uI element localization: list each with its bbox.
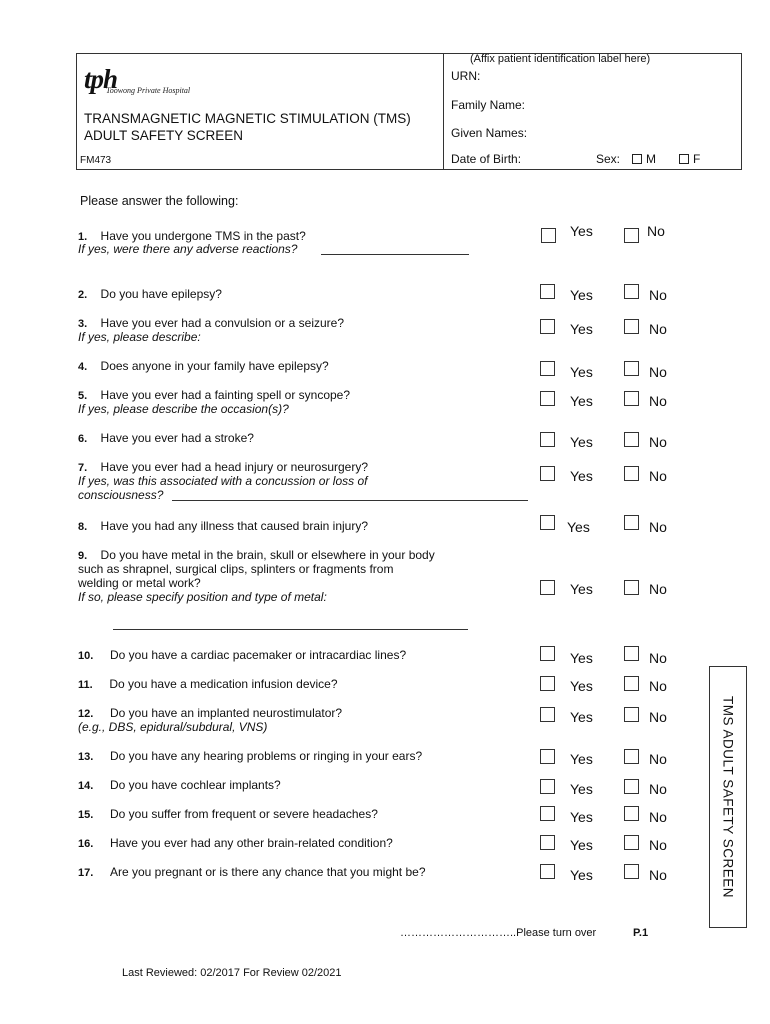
q12-yes-label: Yes (570, 709, 593, 725)
q5-yes-checkbox[interactable] (540, 391, 555, 406)
q13-no-checkbox[interactable] (624, 749, 639, 764)
question-3-number: 3. (78, 318, 88, 330)
q4-no-checkbox[interactable] (624, 361, 639, 376)
question-9-sub: If so, please specify position and type of metal: (78, 590, 327, 604)
sex-female-option[interactable] (679, 152, 700, 166)
q5-yes-label: Yes (570, 393, 593, 409)
question-12-number: 12. (78, 708, 94, 720)
question-10-number: 10. (78, 650, 94, 662)
question-7-text: Have you ever had a head injury or neurosurgery? (100, 460, 369, 474)
question-1-number: 1. (78, 231, 88, 243)
question-10 (78, 648, 406, 664)
q16-yes-checkbox[interactable] (540, 835, 555, 850)
q11-yes-checkbox[interactable] (540, 676, 555, 691)
question-13-text: Do you have any hearing problems or ringing in your ears? (109, 749, 423, 763)
question-1-text: Have you undergone TMS in the past? (100, 229, 306, 243)
q8-yes-label: Yes (567, 519, 590, 535)
header-divider (443, 53, 444, 170)
sex-female-label: F (693, 152, 701, 166)
q5-no-checkbox[interactable] (624, 391, 639, 406)
question-1-sub: If yes, were there any adverse reactions? (78, 242, 298, 256)
sex-male-option[interactable] (632, 152, 656, 166)
q7-yes-label: Yes (570, 468, 593, 484)
question-1-answer-line[interactable] (321, 254, 469, 255)
question-7-sub2: consciousness? (78, 488, 164, 502)
q1-yes-label: Yes (570, 223, 593, 239)
question-5-number: 5. (78, 390, 88, 402)
q2-yes-checkbox[interactable] (540, 284, 555, 299)
question-2-number: 2. (78, 289, 88, 301)
q9-no-checkbox[interactable] (624, 580, 639, 595)
question-15 (78, 807, 378, 823)
question-8-number: 8. (78, 521, 88, 533)
q6-yes-label: Yes (570, 434, 593, 450)
question-12-text: Do you have an implanted neurostimulator? (109, 706, 343, 720)
q16-yes-label: Yes (570, 837, 593, 853)
q13-yes-checkbox[interactable] (540, 749, 555, 764)
q17-yes-checkbox[interactable] (540, 864, 555, 879)
question-16-text: Have you ever had any other brain-related condition? (109, 836, 393, 850)
form-title (84, 110, 440, 144)
form-title-line2: ADULT SAFETY SCREEN (84, 128, 244, 143)
q1-yes-checkbox[interactable] (541, 228, 556, 243)
q4-no-label: No (649, 364, 667, 380)
family-name-field[interactable]: Family Name: (451, 98, 526, 112)
q9-yes-label: Yes (570, 581, 593, 597)
question-16 (78, 836, 393, 852)
q12-no-label: No (649, 709, 667, 725)
q6-no-checkbox[interactable] (624, 432, 639, 447)
form-title-line1: TRANSMAGNETIC MAGNETIC STIMULATION (TMS) (84, 111, 411, 126)
q1-no-label: No (647, 223, 665, 239)
q15-yes-label: Yes (570, 809, 593, 825)
question-2-text: Do you have epilepsy? (100, 287, 222, 301)
question-6-text: Have you ever had a stroke? (100, 431, 254, 445)
question-6 (78, 431, 254, 447)
sex-male-checkbox[interactable] (632, 154, 642, 164)
question-16-number: 16. (78, 838, 94, 850)
question-14-number: 14. (78, 780, 94, 792)
q14-no-label: No (649, 781, 667, 797)
given-names-field[interactable]: Given Names: (451, 126, 528, 140)
question-6-number: 6. (78, 433, 88, 445)
q1-no-checkbox[interactable] (624, 228, 639, 243)
q9-yes-checkbox[interactable] (540, 580, 555, 595)
question-8-text: Have you had any illness that caused brain injury? (100, 519, 369, 533)
q3-yes-checkbox[interactable] (540, 319, 555, 334)
question-5-text: Have you ever had a fainting spell or syncope? (100, 388, 351, 402)
q8-no-checkbox[interactable] (624, 515, 639, 530)
question-12-sub: (e.g., DBS, epidural/subdural, VNS) (78, 720, 268, 734)
q7-no-checkbox[interactable] (624, 466, 639, 481)
q10-yes-label: Yes (570, 650, 593, 666)
q16-no-label: No (649, 837, 667, 853)
q4-yes-label: Yes (570, 364, 593, 380)
page-number: P.1 (633, 927, 649, 939)
q10-no-checkbox[interactable] (624, 646, 639, 661)
q17-no-label: No (649, 867, 667, 883)
q17-yes-label: Yes (570, 867, 593, 883)
q3-no-label: No (649, 321, 667, 337)
question-7-answer-line[interactable] (172, 500, 528, 501)
q5-no-label: No (649, 393, 667, 409)
question-3-sub: If yes, please describe: (78, 330, 201, 344)
question-17-text: Are you pregnant or is there any chance that you might be? (109, 865, 426, 879)
question-9-answer-line[interactable] (113, 629, 468, 630)
question-14 (78, 778, 281, 794)
q9-no-label: No (649, 581, 667, 597)
q12-no-checkbox[interactable] (624, 707, 639, 722)
hospital-logo: tph (84, 64, 118, 94)
sex-label: Sex: (596, 152, 621, 166)
intro-text: Please answer the following: (80, 194, 239, 208)
q2-yes-label: Yes (570, 287, 593, 303)
side-label: TMS ADULT SAFETY SCREEN (720, 695, 736, 899)
question-17-number: 17. (78, 867, 94, 879)
q3-no-checkbox[interactable] (624, 319, 639, 334)
sex-female-checkbox[interactable] (679, 154, 689, 164)
question-9-text-line2: such as shrapnel, surgical clips, splinters or fragments from (78, 562, 394, 576)
q6-yes-checkbox[interactable] (540, 432, 555, 447)
question-10-text: Do you have a cardiac pacemaker or intracardiac lines? (109, 648, 407, 662)
question-4-text: Does anyone in your family have epilepsy? (100, 359, 329, 373)
q11-yes-label: Yes (570, 678, 593, 694)
question-11 (78, 677, 338, 693)
q16-no-checkbox[interactable] (624, 835, 639, 850)
q8-yes-checkbox[interactable] (540, 515, 555, 530)
question-14-text: Do you have cochlear implants? (109, 778, 281, 792)
question-15-number: 15. (78, 809, 94, 821)
q14-yes-label: Yes (570, 781, 593, 797)
hospital-name: Toowong Private Hospital (106, 86, 191, 95)
q17-no-checkbox[interactable] (624, 864, 639, 879)
q15-no-label: No (649, 809, 667, 825)
q12-yes-checkbox[interactable] (540, 707, 555, 722)
question-13 (78, 749, 422, 765)
question-7-number: 7. (78, 462, 88, 474)
q6-no-label: No (649, 434, 667, 450)
question-9-text: Do you have metal in the brain, skull or elsewhere in your body (100, 548, 435, 562)
question-4-number: 4. (78, 361, 88, 373)
question-13-number: 13. (78, 751, 94, 763)
q7-no-label: No (649, 468, 667, 484)
q13-yes-label: Yes (570, 751, 593, 767)
q7-yes-checkbox[interactable] (540, 466, 555, 481)
question-11-number: 11. (78, 679, 93, 691)
question-9-number: 9. (78, 550, 88, 562)
question-4 (78, 359, 329, 375)
q14-yes-checkbox[interactable] (540, 779, 555, 794)
q2-no-checkbox[interactable] (624, 284, 639, 299)
q4-yes-checkbox[interactable] (540, 361, 555, 376)
form-code: FM473 (80, 155, 112, 166)
q13-no-label: No (649, 751, 667, 767)
dob-field[interactable]: Date of Birth: (451, 152, 522, 166)
question-2 (78, 287, 222, 303)
q2-no-label: No (649, 287, 667, 303)
q8-no-label: No (649, 519, 667, 535)
review-dates: Last Reviewed: 02/2017 For Review 02/2021 (122, 967, 342, 979)
question-8 (78, 519, 368, 535)
q3-yes-label: Yes (570, 321, 593, 337)
question-5-sub: If yes, please describe the occasion(s)? (78, 402, 289, 416)
urn-field[interactable]: URN: (451, 69, 481, 83)
question-11-text: Do you have a medication infusion device? (109, 677, 338, 691)
sex-male-label: M (646, 152, 656, 166)
question-9-text-line3: welding or metal work? (78, 576, 201, 590)
question-3-text: Have you ever had a convulsion or a seizure? (100, 316, 345, 330)
q10-yes-checkbox[interactable] (540, 646, 555, 661)
turn-over-note: …………………………..Please turn over (400, 927, 597, 939)
question-15-text: Do you suffer from frequent or severe headaches? (109, 807, 378, 821)
affix-label-note: (Affix patient identification label here) (470, 53, 651, 65)
question-17 (78, 865, 426, 881)
q14-no-checkbox[interactable] (624, 779, 639, 794)
q15-yes-checkbox[interactable] (540, 806, 555, 821)
q11-no-label: No (649, 678, 667, 694)
q11-no-checkbox[interactable] (624, 676, 639, 691)
q10-no-label: No (649, 650, 667, 666)
q15-no-checkbox[interactable] (624, 806, 639, 821)
question-7-sub: If yes, was this associated with a concussion or loss of (78, 474, 368, 488)
